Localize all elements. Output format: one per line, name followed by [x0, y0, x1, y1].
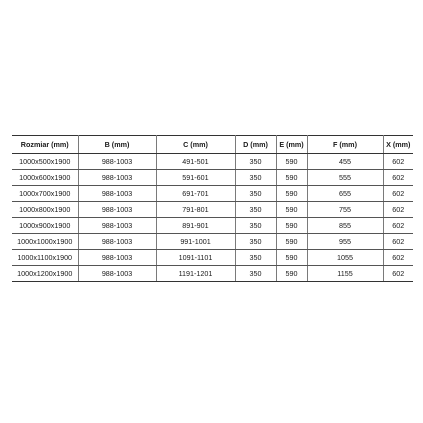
cell-x: 602: [383, 218, 413, 234]
cell-size: 1000x1100x1900: [12, 250, 78, 266]
cell-x: 602: [383, 154, 413, 170]
cell-c: 691-701: [156, 186, 235, 202]
header-c: C (mm): [156, 136, 235, 154]
header-e: E (mm): [276, 136, 307, 154]
cell-e: 590: [276, 170, 307, 186]
cell-b: 988-1003: [78, 250, 156, 266]
cell-b: 988-1003: [78, 186, 156, 202]
table-row: [12, 266, 413, 282]
cell-f: 655: [307, 186, 383, 202]
cell-f: 455: [307, 154, 383, 170]
cell-d: 350: [235, 202, 276, 218]
header-row: [12, 136, 413, 154]
cell-e: 590: [276, 202, 307, 218]
header-size: Rozmiar (mm): [12, 136, 78, 154]
cell-d: 350: [235, 266, 276, 282]
table-body: [12, 154, 413, 282]
cell-x: 602: [383, 266, 413, 282]
cell-d: 350: [235, 218, 276, 234]
cell-b: 988-1003: [78, 154, 156, 170]
cell-c: 991-1001: [156, 234, 235, 250]
cell-size: 1000x600x1900: [12, 170, 78, 186]
header-b: B (mm): [78, 136, 156, 154]
table-row: [12, 250, 413, 266]
cell-f: 1055: [307, 250, 383, 266]
cell-b: 988-1003: [78, 266, 156, 282]
cell-c: 1091-1101: [156, 250, 235, 266]
cell-f: 555: [307, 170, 383, 186]
cell-size: 1000x1200x1900: [12, 266, 78, 282]
header-x: X (mm): [383, 136, 413, 154]
cell-size: 1000x500x1900: [12, 154, 78, 170]
cell-x: 602: [383, 186, 413, 202]
cell-size: 1000x1000x1900: [12, 234, 78, 250]
cell-e: 590: [276, 218, 307, 234]
cell-x: 602: [383, 234, 413, 250]
cell-c: 791-801: [156, 202, 235, 218]
cell-c: 591-601: [156, 170, 235, 186]
table-row: [12, 234, 413, 250]
cell-f: 755: [307, 202, 383, 218]
cell-e: 590: [276, 154, 307, 170]
cell-d: 350: [235, 170, 276, 186]
header-d: D (mm): [235, 136, 276, 154]
header-f: F (mm): [307, 136, 383, 154]
cell-e: 590: [276, 266, 307, 282]
table-row: [12, 218, 413, 234]
cell-size: 1000x700x1900: [12, 186, 78, 202]
cell-d: 350: [235, 250, 276, 266]
cell-x: 602: [383, 170, 413, 186]
cell-c: 891-901: [156, 218, 235, 234]
cell-f: 955: [307, 234, 383, 250]
cell-d: 350: [235, 154, 276, 170]
cell-b: 988-1003: [78, 170, 156, 186]
table-row: [12, 154, 413, 170]
cell-f: 1155: [307, 266, 383, 282]
cell-x: 602: [383, 250, 413, 266]
cell-size: 1000x900x1900: [12, 218, 78, 234]
cell-b: 988-1003: [78, 218, 156, 234]
table-row: [12, 202, 413, 218]
cell-b: 988-1003: [78, 234, 156, 250]
dimension-table: [12, 135, 413, 282]
cell-e: 590: [276, 250, 307, 266]
table-row: [12, 186, 413, 202]
cell-x: 602: [383, 202, 413, 218]
table-row: [12, 170, 413, 186]
table-header: [12, 136, 413, 154]
cell-e: 590: [276, 234, 307, 250]
cell-c: 1191-1201: [156, 266, 235, 282]
cell-d: 350: [235, 186, 276, 202]
cell-c: 491-501: [156, 154, 235, 170]
cell-b: 988-1003: [78, 202, 156, 218]
cell-e: 590: [276, 186, 307, 202]
cell-d: 350: [235, 234, 276, 250]
cell-size: 1000x800x1900: [12, 202, 78, 218]
cell-f: 855: [307, 218, 383, 234]
